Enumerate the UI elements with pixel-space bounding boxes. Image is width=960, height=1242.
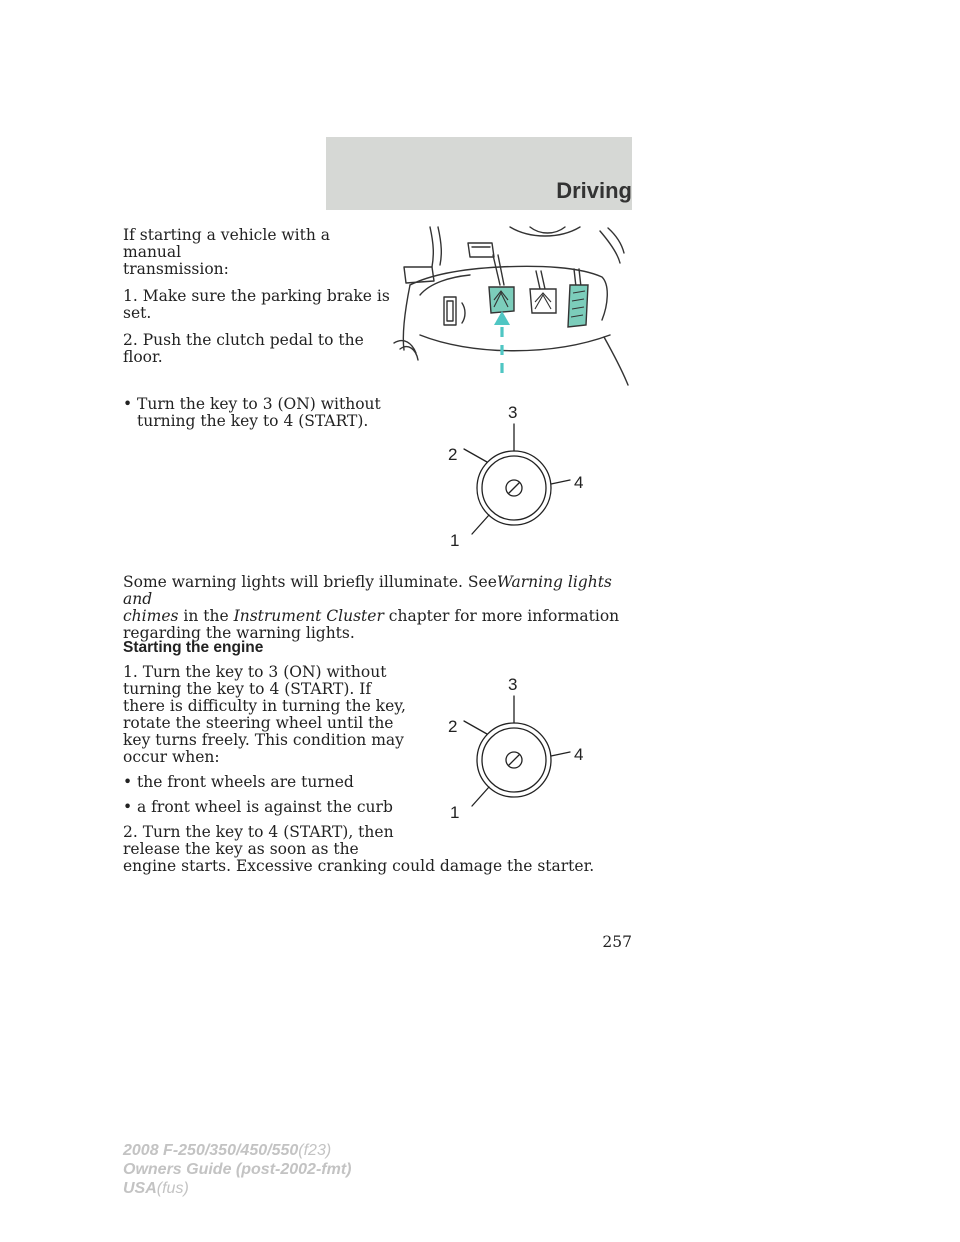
pointer-line-1 — [472, 515, 489, 534]
label-2: 2 — [448, 445, 458, 464]
pedals-illustration — [390, 225, 635, 390]
brake-pedal — [530, 289, 556, 313]
page-number: 257 — [602, 933, 632, 951]
warning-paragraph: Some warning lights will briefly illuminate. SeeWarning lights and chimes in the Instrument Cluster chapter for more information regarding the warning lights. — [123, 573, 620, 642]
heading-starting-engine: Starting the engine — [123, 639, 264, 656]
pointer-line-2 — [464, 449, 487, 462]
label-2: 2 — [448, 717, 458, 736]
intro-line: transmission: — [123, 260, 229, 278]
pointer-line-4 — [551, 480, 570, 484]
step-1: 1. Make sure the parking brake is set. — [123, 287, 390, 322]
intro-line: If starting a vehicle with a manual — [123, 226, 331, 261]
footer: 2008 F-250/350/450/550(f23) Owners Guide (post-2002-fmt) USA(fus) — [123, 1142, 352, 1197]
accelerator-pedal — [568, 285, 588, 327]
list-item: • a front wheel is against the curb — [123, 798, 393, 816]
label-4: 4 — [574, 473, 584, 492]
label-4: 4 — [574, 745, 584, 764]
label-3: 3 — [508, 675, 518, 694]
starting-steps: 1. Turn the key to 3 (ON) without turning the key to 4 (START). If there is difficulty in turning the key, rotate the steering wheel until the key turns freely. This condition may occur when: • the front wheels are turned • a front wheel is against the curb 2. Turn the key to 4 (START), then release the key as soon as the engine starts. Excessive cranking could damage the starter. — [123, 664, 663, 875]
step-2: 2. Push the clutch pedal to the floor. — [123, 331, 364, 366]
label-3: 3 — [508, 403, 518, 422]
push-arrow — [494, 311, 510, 373]
bullet-on: • Turn the key to 3 (ON) without turning the key to 4 (START). — [123, 395, 381, 430]
ignition-diagram-bottom — [430, 672, 600, 822]
ignition-diagram-top — [430, 400, 600, 550]
intro-text — [123, 227, 393, 366]
pointer-line-4 — [551, 752, 570, 756]
label-1: 1 — [450, 803, 460, 822]
pointer-line-1 — [472, 787, 489, 806]
ref-instrument-cluster: Instrument Cluster — [233, 607, 384, 625]
section-title: Driving — [556, 178, 632, 203]
clutch-pedal — [489, 287, 514, 313]
pointer-line-2 — [464, 721, 487, 734]
label-1: 1 — [450, 531, 460, 550]
ref-warning-lights: Warning lights and — [123, 573, 612, 608]
list-item: • the front wheels are turned — [123, 773, 354, 791]
